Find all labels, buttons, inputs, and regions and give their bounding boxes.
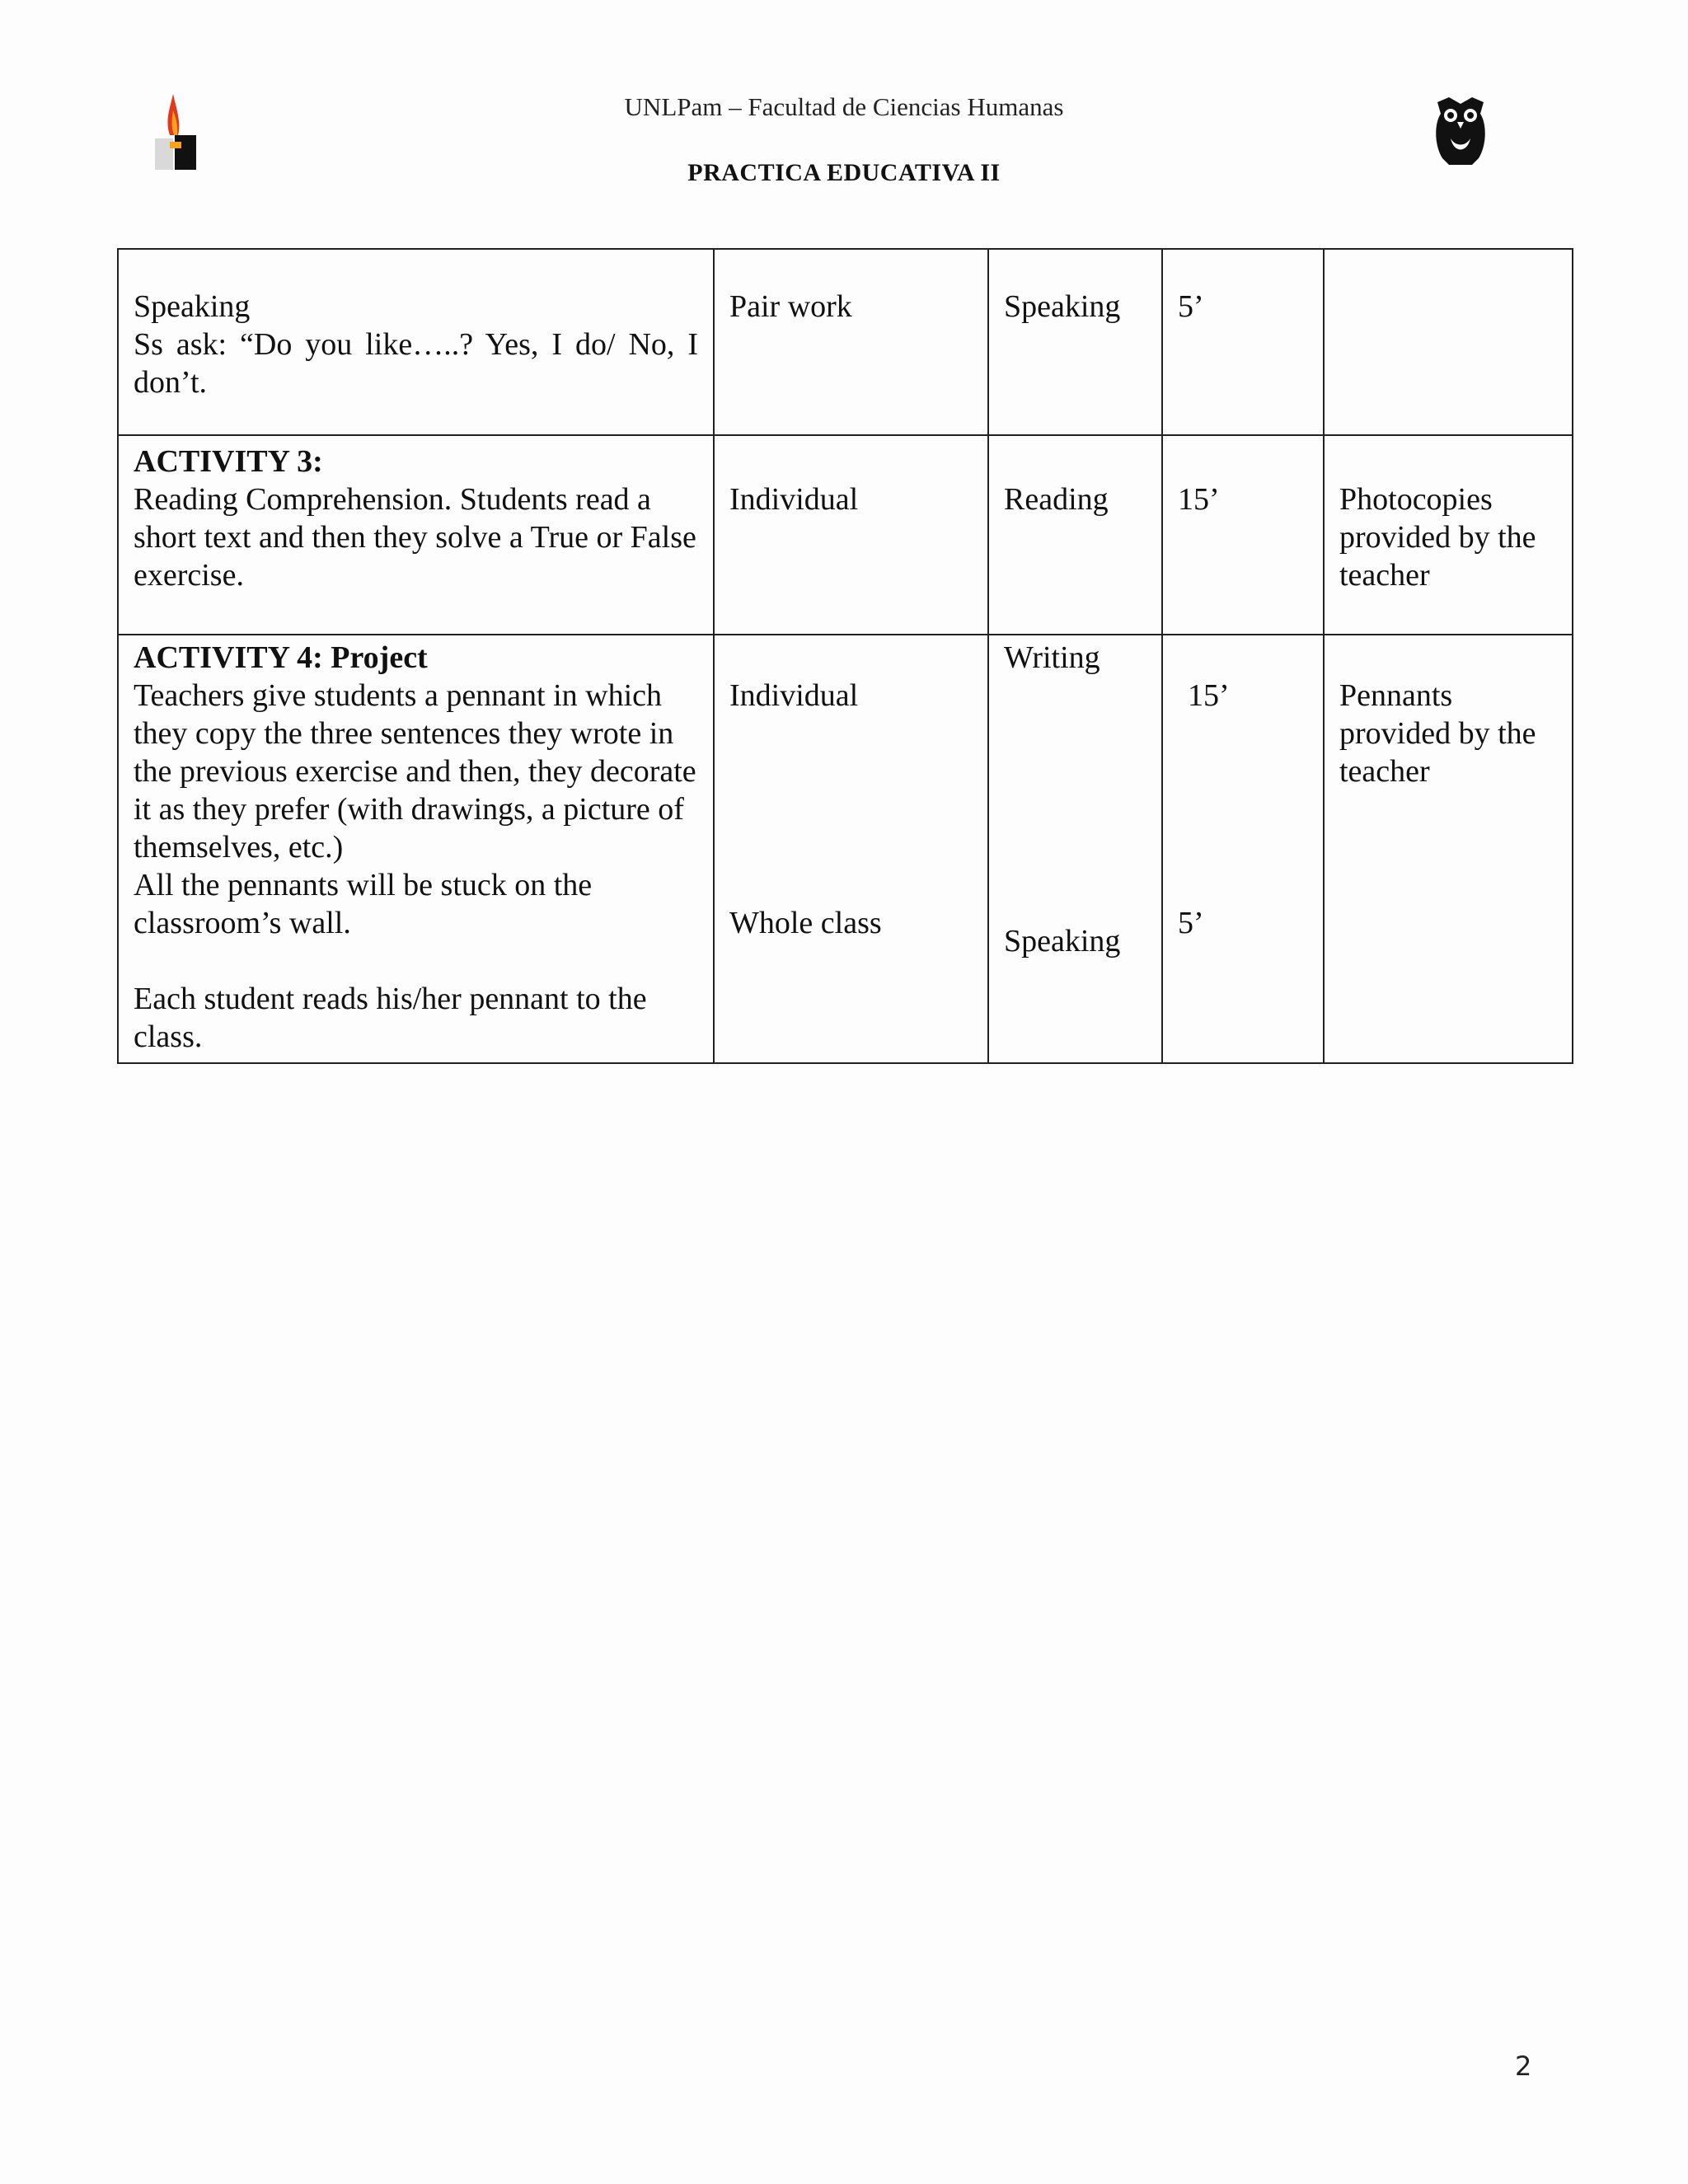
- spacer: [1004, 677, 1146, 922]
- header-organization: UNLPam – Facultad de Ciencias Humanas: [624, 92, 1064, 121]
- interaction-value: Whole class: [729, 906, 882, 940]
- activity-heading: ACTIVITY 4: Project: [134, 640, 428, 675]
- resources-cell: [1324, 635, 1573, 1063]
- skill-value: Speaking: [1004, 924, 1121, 958]
- spacer: [1178, 715, 1308, 904]
- skill-cell: [988, 435, 1162, 635]
- table-row: [118, 635, 1573, 1063]
- interaction-value: Individual: [729, 678, 859, 713]
- interaction-value: Pair work: [729, 289, 852, 324]
- activity-cell: [118, 249, 714, 435]
- time-value: 15’: [1188, 678, 1230, 713]
- time-value: 5’: [1178, 289, 1204, 324]
- header-title: PRACTICA EDUCATIVA II: [687, 159, 1001, 186]
- interaction-cell: [714, 249, 988, 435]
- activity-line: Ss ask: “Do you like…..? Yes, I do/ No, I don’t.: [134, 327, 698, 400]
- interaction-cell: [714, 435, 988, 635]
- activity-line: Teachers give students a pennant in which they copy the three sentences they wrote in the previous exercise and then, they decorate it as they prefer (with drawings, a picture of themselves, etc.): [134, 678, 696, 865]
- table-row: [118, 435, 1573, 635]
- activity-line: All the pennants will be stuck on the classroom’s wall.: [134, 868, 593, 940]
- time-value: 15’: [1178, 482, 1220, 517]
- activity-cell: [118, 635, 714, 1063]
- owl-logo: [1432, 96, 1489, 166]
- interaction-cell: [714, 635, 988, 1063]
- time-cell: [1162, 635, 1324, 1063]
- resources-value: Pennants provided by the teacher: [1339, 678, 1536, 789]
- lesson-plan-table: [117, 248, 1573, 1064]
- spacer: [729, 715, 973, 904]
- skill-cell: [988, 635, 1162, 1063]
- activity-cell: [118, 435, 714, 635]
- activity-line: Speaking: [134, 289, 251, 324]
- time-cell: [1162, 435, 1324, 635]
- activity-heading: ACTIVITY 3:: [134, 444, 323, 479]
- interaction-value: Individual: [729, 482, 859, 517]
- skill-value: Reading: [1004, 482, 1109, 517]
- skill-value: Writing: [1004, 640, 1100, 675]
- time-cell: [1162, 249, 1324, 435]
- skill-cell: [988, 249, 1162, 435]
- spacer: [134, 942, 698, 980]
- table-row: [118, 249, 1573, 435]
- resources-value: Photocopies provided by the teacher: [1339, 482, 1536, 593]
- resources-cell: [1324, 435, 1573, 635]
- page-number: 2: [1515, 2050, 1532, 2082]
- activity-line: Reading Comprehension. Students read a short text and then they solve a True or False exercise.: [134, 482, 696, 593]
- activity-line: Each student reads his/her pennant to the class.: [134, 982, 647, 1054]
- skill-value: Speaking: [1004, 289, 1121, 324]
- time-value: 5’: [1178, 906, 1204, 940]
- resources-cell: [1324, 249, 1573, 435]
